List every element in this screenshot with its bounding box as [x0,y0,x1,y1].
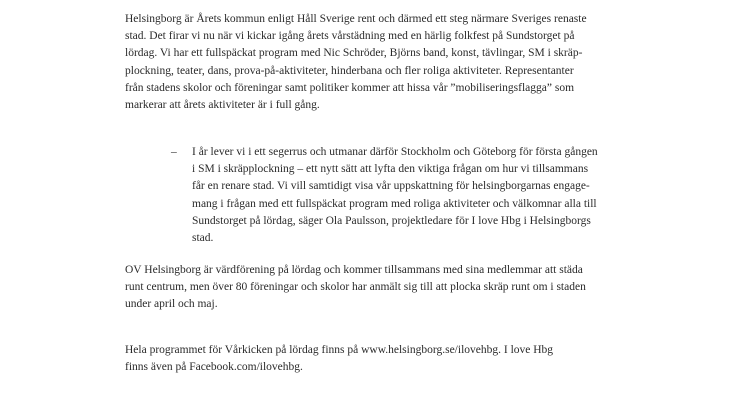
text-line: stad. [192,232,214,245]
host-paragraph [125,262,586,314]
text-line: markerar att årets aktiviteter är i full gång. [125,99,320,112]
text-line: OV Helsingborg är värdförening på lördag och kommer tillsammans med sina medlemmar att städa [125,264,583,276]
text-line: Hela programmet för Vårkicken på lördag finns på www.helsingborg.se/ilovehbg. I love Hbg [125,344,554,356]
text-line: lördag. Vi har ett fullspäckat program med Nic Schröder, Björns band, konst, tävlingar, SM i skräp- [125,47,583,60]
text-line: runt centrum, men över 80 föreningar och skolor har anmält sig till att plocka skräp runt om i staden [125,281,586,294]
text-line: stad. Det firar vi nu när vi kickar igång årets vårstädning med en härlig folkfest på Sundstorget på [125,30,575,43]
text-line: får en renare stad. Vi vill samtidigt visa vår uppskattning för helsingborgarnas engage- [192,180,590,193]
text-line: I år lever vi i ett segerrus och utmanar därför Stockholm och Göteborg för första gången [192,146,598,158]
quote-text [192,144,598,247]
intro-paragraph [125,11,587,114]
text-line: Helsingborg är Årets kommun enligt Håll Sverige rent och därmed ett steg närmare Sveriges renaste [125,13,587,25]
text-line: finns även på Facebook.com/ilovehbg. [125,361,303,374]
quote-dash: – [171,146,177,158]
text-line: i SM i skräpplockning – ett nytt sätt att lyfta den viktiga frågan om hur vi tillsammans [192,163,589,176]
text-line: plockning, teater, dans, prova-på-aktiviteter, hinderbana och fler roliga aktiviteter. Representanter [125,64,574,77]
text-line: Sundstorget på lördag, säger Ola Paulsson, projektledare för I love Hbg i Helsingborgs [192,214,591,227]
text-line: under april och maj. [125,298,218,311]
program-paragraph [125,342,553,376]
text-line: mang i frågan med ett fullspäckat program med roliga aktiviteter och välkomnar alla till [192,197,597,210]
text-line: från stadens skolor och föreningar samt politiker kommer att hissa vår ”mobiliseringsflagga” som [125,81,575,94]
